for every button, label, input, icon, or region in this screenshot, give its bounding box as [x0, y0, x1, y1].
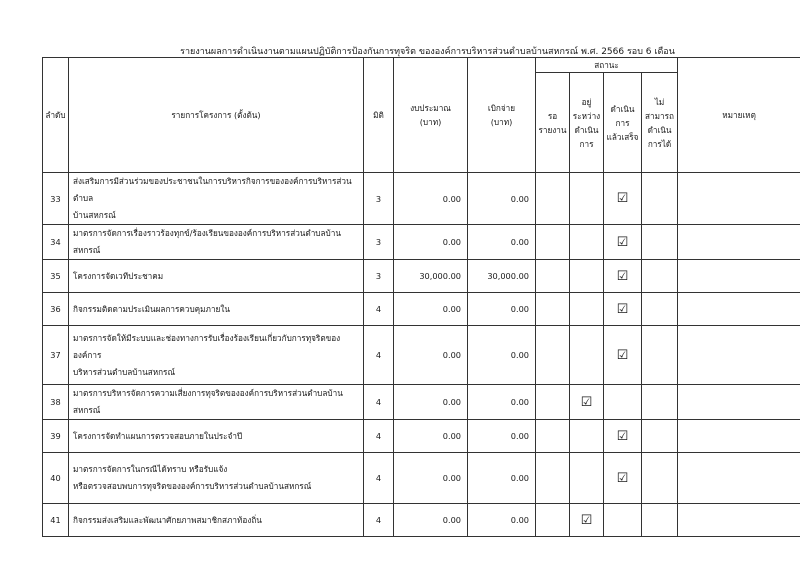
- row-dimension: 4: [364, 293, 394, 326]
- row-status-cell: [536, 293, 570, 326]
- header-status-waiting: รอ รายงาน: [536, 73, 570, 173]
- row-dimension: 4: [364, 326, 394, 385]
- row-spent: 0.00: [468, 225, 536, 260]
- row-budget: 0.00: [394, 326, 468, 385]
- row-spent: 0.00: [468, 453, 536, 504]
- row-status-cell: [570, 260, 604, 293]
- row-budget: 0.00: [394, 173, 468, 225]
- row-order: 39: [43, 420, 69, 453]
- row-status-cell: [536, 453, 570, 504]
- table-row: [43, 420, 800, 453]
- table-row: [43, 260, 800, 293]
- row-status-cell: [570, 293, 604, 326]
- row-project-line: หรือตรวจสอบพบการทุจริตขององค์การบริหารส่วนตำบลบ้านสหกรณ์: [73, 481, 312, 491]
- row-status-cell: [642, 173, 678, 225]
- row-spent: 0.00: [468, 420, 536, 453]
- row-project-line: มาตรการจัดการในกรณีได้ทราบ หรือรับแจ้ง: [73, 464, 228, 474]
- row-project: [69, 453, 364, 504]
- check-icon: ☑: [616, 470, 629, 486]
- row-status-cell: [570, 326, 604, 385]
- check-icon: ☑: [580, 394, 593, 410]
- row-dimension: 3: [364, 225, 394, 260]
- row-status-cell: [604, 260, 642, 293]
- row-status-cell: [536, 260, 570, 293]
- row-status-cell: [536, 420, 570, 453]
- row-project: [69, 420, 364, 453]
- row-status-cell: [642, 420, 678, 453]
- row-status-cell: [642, 260, 678, 293]
- row-status-cell: [570, 385, 604, 420]
- row-status-cell: [604, 504, 642, 537]
- row-status-cell: [536, 385, 570, 420]
- header-status: สถานะ: [536, 58, 678, 73]
- table-body: [43, 173, 800, 537]
- row-project-line: มาตรการจัดให้มีระบบและช่องทางการรับเรื่องร้องเรียนเกี่ยวกับการทุจริตขององค์การ: [73, 332, 341, 360]
- row-project-line: มาตรการบริหารจัดการความเสี่ยงการทุจริตขององค์การบริหารส่วนตำบลบ้านสหกรณ์: [73, 388, 343, 415]
- row-spent: 0.00: [468, 504, 536, 537]
- header-spent: เบิกจ่าย (บาท): [468, 58, 536, 173]
- row-dimension: 4: [364, 504, 394, 537]
- check-icon: ☑: [580, 512, 593, 528]
- row-status-cell: [570, 173, 604, 225]
- row-status-cell: [642, 326, 678, 385]
- row-status-cell: [642, 225, 678, 260]
- row-dimension: 4: [364, 385, 394, 420]
- row-order: 41: [43, 504, 69, 537]
- row-project: [69, 385, 364, 420]
- row-status-cell: [642, 504, 678, 537]
- row-order: 35: [43, 260, 69, 293]
- header-budget: งบประมาณ (บาท): [394, 58, 468, 173]
- check-icon: ☑: [616, 301, 629, 317]
- row-spent: 30,000.00: [468, 260, 536, 293]
- row-status-cell: [604, 326, 642, 385]
- table-row: [43, 504, 800, 537]
- row-order: 36: [43, 293, 69, 326]
- row-status-cell: [536, 225, 570, 260]
- row-status-cell: [642, 385, 678, 420]
- row-status-cell: [642, 293, 678, 326]
- row-order: 34: [43, 225, 69, 260]
- row-status-cell: [570, 420, 604, 453]
- header-order: ลำดับ: [43, 58, 69, 173]
- check-icon: ☑: [616, 347, 629, 363]
- row-status-cell: [604, 420, 642, 453]
- row-budget: 0.00: [394, 293, 468, 326]
- row-remark: [678, 420, 800, 453]
- header-remark: หมายเหตุ: [678, 58, 800, 173]
- report-title: รายงานผลการดำเนินงานตามแผนปฏิบัติการป้องกันการทุจริต ขององค์การบริหารส่วนตำบลบ้านสหกรณ์ พ.ศ. 2566 รอบ 6 เดือน: [180, 47, 675, 57]
- table-row: [43, 385, 800, 420]
- report-table: [42, 57, 800, 537]
- row-status-cell: [604, 173, 642, 225]
- row-budget: 0.00: [394, 504, 468, 537]
- row-project: [69, 326, 364, 385]
- row-budget: 0.00: [394, 225, 468, 260]
- row-project-line: กิจกรรมติดตามประเมินผลการควบคุมภายใน: [73, 303, 230, 314]
- row-status-cell: [604, 453, 642, 504]
- header-project: รายการโครงการ (ตั้งต้น): [69, 58, 364, 173]
- row-project-line: บริหารส่วนตำบลบ้านสหกรณ์: [73, 366, 176, 377]
- row-status-cell: [570, 453, 604, 504]
- row-status-cell: [642, 453, 678, 504]
- row-remark: [678, 293, 800, 326]
- check-icon: ☑: [616, 191, 629, 206]
- row-order: 37: [43, 326, 69, 385]
- row-remark: [678, 173, 800, 225]
- row-project: [69, 293, 364, 326]
- row-project-line: โครงการจัดทำแผนการตรวจสอบภายในประจำปี: [73, 430, 243, 441]
- check-icon: ☑: [616, 428, 629, 444]
- table-row: [43, 293, 800, 326]
- row-project-line: มาตรการจัดการเรื่องราวร้องทุกข์/ร้องเรียนขององค์การบริหารส่วนตำบลบ้านสหกรณ์: [73, 228, 341, 255]
- check-icon: ☑: [616, 234, 629, 250]
- row-project-line: โครงการจัดเวทีประชาคม: [73, 270, 164, 281]
- header-status-completed: ดำเนิน การ แล้วเสร็จ: [604, 73, 642, 173]
- row-project-line: บ้านสหกรณ์: [73, 210, 116, 220]
- row-project: [69, 504, 364, 537]
- row-spent: 0.00: [468, 326, 536, 385]
- row-status-cell: [604, 225, 642, 260]
- table-row: [43, 326, 800, 385]
- row-project-line: กิจกรรมส่งเสริมและพัฒนาศักยภาพสมาชิกสภาท้องถิ่น: [73, 514, 262, 525]
- row-order: 38: [43, 385, 69, 420]
- header-status-in-progress: อยู่ ระหว่าง ดำเนิน การ: [570, 73, 604, 173]
- row-remark: [678, 453, 800, 504]
- row-status-cell: [570, 225, 604, 260]
- row-budget: 0.00: [394, 420, 468, 453]
- row-status-cell: [536, 173, 570, 225]
- row-status-cell: [536, 326, 570, 385]
- row-dimension: 4: [364, 453, 394, 504]
- row-status-cell: [604, 293, 642, 326]
- table-row: [43, 453, 800, 504]
- row-project: [69, 260, 364, 293]
- row-spent: 0.00: [468, 385, 536, 420]
- row-status-cell: [536, 504, 570, 537]
- table-row: [43, 173, 800, 225]
- row-project-line: ส่งเสริมการมีส่วนร่วมของประชาชนในการบริหารกิจการขององค์การบริหารส่วนตำบล: [73, 176, 352, 203]
- row-project: [69, 173, 364, 225]
- row-remark: [678, 260, 800, 293]
- table-row: [43, 225, 800, 260]
- row-budget: 30,000.00: [394, 260, 468, 293]
- row-spent: 0.00: [468, 173, 536, 225]
- row-remark: [678, 504, 800, 537]
- row-budget: 0.00: [394, 453, 468, 504]
- row-order: 40: [43, 453, 69, 504]
- row-dimension: 4: [364, 420, 394, 453]
- row-remark: [678, 225, 800, 260]
- row-order: 33: [43, 173, 69, 225]
- row-remark: [678, 326, 800, 385]
- header-status-unable: ไม่ สามารถ ดำเนิน การได้: [642, 73, 678, 173]
- row-status-cell: [604, 385, 642, 420]
- check-icon: ☑: [616, 268, 629, 284]
- row-remark: [678, 385, 800, 420]
- row-project: [69, 225, 364, 260]
- row-spent: 0.00: [468, 293, 536, 326]
- row-budget: 0.00: [394, 385, 468, 420]
- header-dimension: มิติ: [364, 58, 394, 173]
- row-dimension: 3: [364, 260, 394, 293]
- row-status-cell: [570, 504, 604, 537]
- row-dimension: 3: [364, 173, 394, 225]
